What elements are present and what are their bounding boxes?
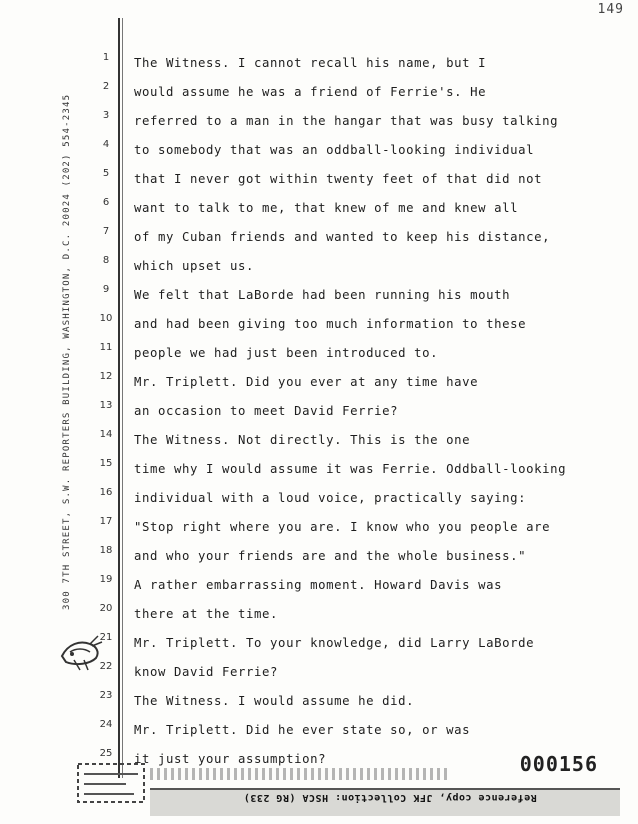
transcript-line: Mr. Triplett. Did you ever at any time have — [134, 375, 479, 389]
transcript-line: and had been giving too much information to these — [134, 317, 527, 331]
transcript-line: would assume he was a friend of Ferrie's. He — [134, 85, 487, 99]
margin-rule-secondary — [122, 18, 123, 778]
document-stamp-number: 000156 — [519, 752, 598, 776]
line-number: 4 — [102, 139, 110, 150]
reporter-address-caption: 300 7TH STREET, S.W. REPORTERS BUILDING, WASHINGTON, D.C. 20024 (202) 554-2345 — [62, 93, 72, 610]
line-number: 3 — [102, 110, 110, 121]
margin-rule — [118, 18, 120, 778]
line-number: 2 — [102, 81, 110, 92]
line-number: 5 — [102, 168, 110, 179]
line-number: 8 — [102, 255, 110, 266]
line-number: 12 — [99, 371, 113, 382]
transcript-line: to somebody that was an oddball-looking individual — [134, 143, 535, 157]
line-number: 13 — [99, 400, 113, 411]
line-number: 1 — [102, 52, 110, 63]
line-number: 14 — [99, 429, 113, 440]
transcript-line: it just your assumption? — [134, 752, 327, 766]
line-number: 15 — [99, 458, 113, 469]
line-number: 16 — [99, 487, 113, 498]
corner-stamp-icon — [76, 760, 146, 806]
transcript-line: referred to a man in the hangar that was busy talking — [134, 114, 559, 128]
transcript-line: Mr. Triplett. Did he ever state so, or was — [134, 723, 471, 737]
line-number: 22 — [99, 661, 113, 672]
transcript-line: an occasion to meet David Ferrie? — [134, 404, 399, 418]
reporter-logo-icon — [56, 626, 104, 674]
transcript-line: The Witness. Not directly. This is the one — [134, 433, 471, 447]
line-number: 24 — [99, 719, 113, 730]
line-number: 6 — [102, 197, 110, 208]
transcript-line: which upset us. — [134, 259, 255, 273]
line-number: 25 — [99, 748, 113, 759]
transcript-line: We felt that LaBorde had been running his mouth — [134, 288, 511, 302]
line-number: 21 — [99, 632, 113, 643]
line-number: 11 — [99, 342, 113, 353]
transcript-line: know David Ferrie? — [134, 665, 279, 679]
transcript-line: individual with a loud voice, practically saying: — [134, 491, 527, 505]
line-number: 17 — [99, 516, 113, 527]
transcript-line: The Witness. I would assume he did. — [134, 694, 415, 708]
transcript-line: want to talk to me, that knew of me and knew all — [134, 201, 519, 215]
line-number: 19 — [99, 574, 113, 585]
transcript-line: A rather embarrassing moment. Howard Davis was — [134, 578, 503, 592]
transcript-line: and who your friends are and the whole business." — [134, 549, 527, 563]
line-number: 10 — [99, 313, 113, 324]
transcript-line: of my Cuban friends and wanted to keep his distance, — [134, 230, 551, 244]
scan-artifact — [150, 768, 450, 780]
transcript-line: there at the time. — [134, 607, 279, 621]
line-number: 23 — [99, 690, 113, 701]
reference-footer: Reference copy, JFK Collection: HSCA (RG 233) — [243, 792, 537, 803]
line-number: 9 — [102, 284, 110, 295]
transcript-line: people we had just been introduced to. — [134, 346, 439, 360]
transcript-line: "Stop right where you are. I know who you people are — [134, 520, 551, 534]
line-number: 20 — [99, 603, 113, 614]
line-number: 18 — [99, 545, 113, 556]
transcript-line: The Witness. I cannot recall his name, but I — [134, 56, 487, 70]
transcript-line: Mr. Triplett. To your knowledge, did Larry LaBorde — [134, 636, 535, 650]
transcript-line: that I never got within twenty feet of that did not — [134, 172, 543, 186]
transcript-line: time why I would assume it was Ferrie. Oddball-looking — [134, 462, 567, 476]
page-number: 149 — [597, 2, 624, 17]
line-number: 7 — [102, 226, 110, 237]
